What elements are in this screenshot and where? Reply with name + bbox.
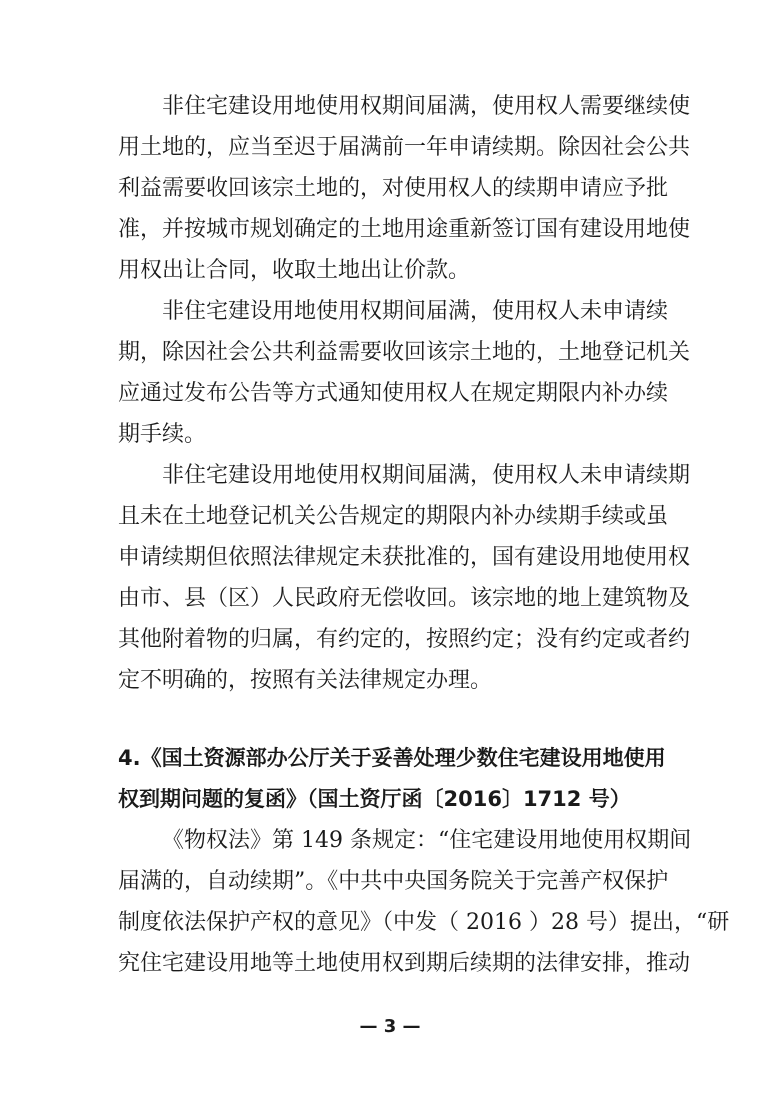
text-line: 究住宅建设用地等土地使用权到期后续期的法律安排，推动 bbox=[118, 951, 691, 976]
text-line: 期，除因社会公共利益需要收回该宗土地的，土地登记机关 bbox=[118, 340, 691, 365]
heading-line: 权到期问题的复函》（国土资厅函〔2016〕1712 号） bbox=[118, 787, 631, 811]
section-heading bbox=[118, 738, 678, 820]
text-line: 申请续期但依照法律规定未获批准的，国有建设用地使用权 bbox=[118, 545, 691, 570]
text-line: 利益需要收回该宗土地的，对使用权人的续期申请应予批 bbox=[118, 176, 669, 201]
text-line: 期手续。 bbox=[118, 422, 207, 447]
text-line: 用土地的，应当至迟于届满前一年申请续期。除因社会公共 bbox=[118, 135, 691, 160]
text-line: 且未在土地登记机关公告规定的期限内补办续期手续或虽 bbox=[118, 504, 669, 529]
paragraph-1 bbox=[118, 86, 691, 291]
text-line: 《物权法》第 149 条规定：“住宅建设用地使用权期间 bbox=[162, 828, 692, 853]
text-line: 应通过发布公告等方式通知使用权人在规定期限内补办续 bbox=[118, 381, 669, 406]
text-line: 非住宅建设用地使用权期间届满，使用权人未申请续期 bbox=[162, 463, 691, 488]
text-line: 非住宅建设用地使用权期间届满，使用权人需要继续使 bbox=[162, 94, 691, 119]
paragraph-3 bbox=[118, 455, 691, 701]
text-line: 定不明确的，按照有关法律规定办理。 bbox=[118, 668, 493, 693]
heading-line: 4.《国土资源部办公厅关于妥善处理少数住宅建设用地使用 bbox=[118, 746, 666, 770]
text-line: 由市、县（区）人民政府无偿收回。该宗地的地上建筑物及 bbox=[118, 586, 691, 611]
text-line: 准，并按城市规划确定的土地用途重新签订国有建设用地使 bbox=[118, 217, 691, 242]
text-line: 制度依法保护产权的意见》（中发（ 2016 ）28 号）提出，“研 bbox=[118, 910, 730, 935]
paragraph-2 bbox=[118, 291, 691, 455]
text-line: 届满的，自动续期”。《中共中央国务院关于完善产权保护 bbox=[118, 869, 669, 894]
text-line: 非住宅建设用地使用权期间届满，使用权人未申请续 bbox=[162, 299, 669, 324]
paragraph-4 bbox=[118, 820, 730, 984]
text-line: 用权出让合同，收取土地出让价款。 bbox=[118, 258, 471, 283]
page-number: — 3 — bbox=[359, 1016, 421, 1037]
text-line: 其他附着物的归属，有约定的，按照约定；没有约定或者约 bbox=[118, 627, 691, 652]
